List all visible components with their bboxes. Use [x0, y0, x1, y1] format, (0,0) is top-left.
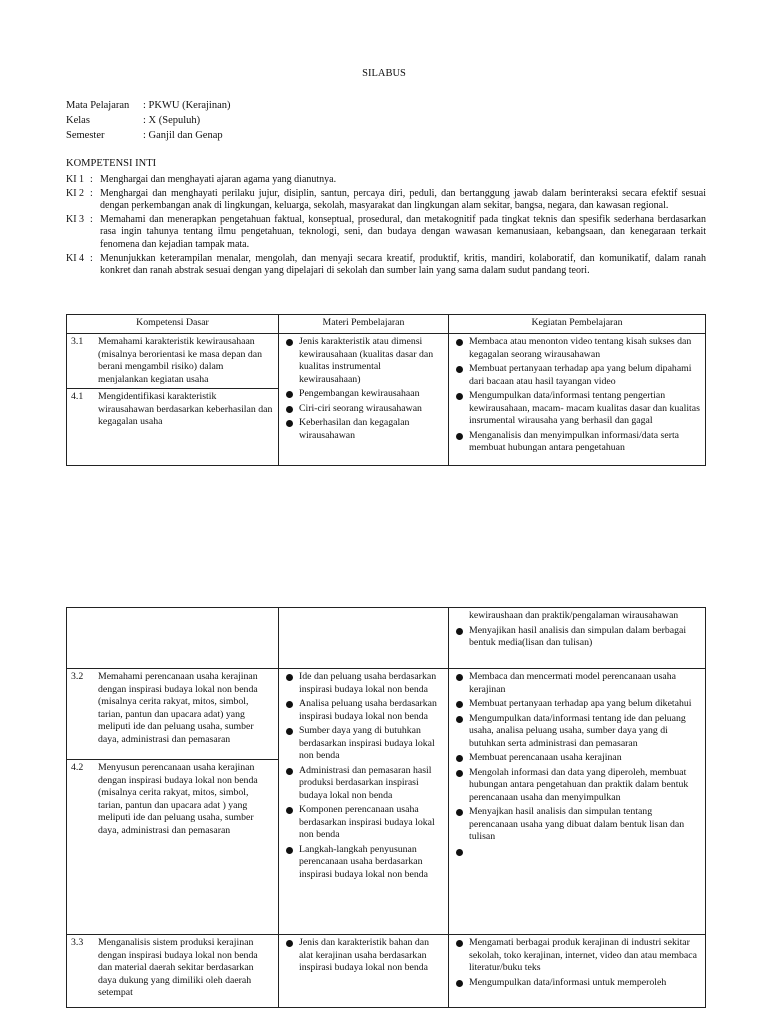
list-item: Membuat pertanyaan terhadap apa yang belum diketahui [453, 698, 701, 711]
kd-cell: 3.3 Menganalisis sistem produksi kerajinan dengan inspirasi budaya lokal non benda dan material daerah sekitar berdasarkan daya dukung yang dimiliki oleh daerah setempat [67, 935, 279, 1008]
list-item: Ide dan peluang usaha berdasarkan inspirasi budaya lokal non benda [283, 671, 444, 696]
ki-item: KI 4 : Menunjukkan keterampilan menalar, mengolah, dan menyaji secara kreatif, produktif, kritis, mandiri, kolaboratif, dan komunikatif, dalam ranah konkret dan ranah abstrak sesuai dengan yang dipelajari di sekolah dan sumber lain yang sama dalam sudut pandang teori. [66, 252, 706, 277]
list-item: Analisa peluang usaha berdasarkan inspirasi budaya lokal non benda [283, 698, 444, 723]
list-item: Langkah-langkah penyusunan perencanaan usaha berdasarkan inspirasi budaya lokal non benda [283, 844, 444, 882]
list-item: Mengamati berbagai produk kerajinan di industri sekitar sekolah, toko kerajinan, internet, video dan atau membaca literatur/buku teks [453, 937, 701, 975]
list-item: Membuat pertanyaan terhadap apa yang belum dipahami dari bacaan atau hasil tayangan video [453, 363, 701, 388]
list-item: Jenis karakteristik atau dimensi kewirausahaan (kualitas dasar dan kualitas instrumental kewirausahaan) [283, 336, 444, 386]
syllabus-table-2 [66, 607, 706, 1008]
kegiatan-cell [449, 935, 706, 1008]
header-materi: Materi Pembelajaran [279, 315, 449, 334]
list-item: kewiraushaan dan praktik/pengalaman wirausahawan [469, 610, 679, 621]
list-item: Sumber daya yang di butuhkan berdasarkan inspirasi budaya lokal non benda [283, 725, 444, 763]
list-item: Menyajkan hasil analisis dan simpulan tentang perencanaan usaha yang dibuat dalam bentuk lisan dan tulisan [453, 806, 701, 844]
list-item: Mengumpulkan data/informasi tentang pengertian kewirausahaan, macam- macam kualitas dasar dan kualitas insrumental wirausaha yang berhasil dan gagal [453, 390, 701, 428]
meta-semester: Semester : Ganjil dan Genap [66, 130, 223, 141]
ki-item: KI 1 : Menghargai dan menghayati ajaran agama yang dianutnya. [66, 174, 337, 185]
ki-list [66, 174, 706, 279]
list-item: Menganalisis dan menyimpulkan informasi/data serta membuat hubungan antara pengetahuan [453, 430, 701, 455]
kd-cell: 4.2 Menyusun perencanaan usaha kerajinan dengan inspirasi budaya lokal non benda (misalnya cerita rakyat, mitos, simbol, tarian, pantun dan upacara adat ) yang meliputi ide dan peluang usaha, sumber daya, administrasi dan pemasaran [67, 760, 279, 935]
materi-cell-empty [279, 608, 449, 669]
kegiatan-cell [449, 669, 706, 935]
kegiatan-cell [449, 608, 706, 669]
materi-cell [279, 334, 449, 466]
kd-cell: 4.1 Mengidentifikasi karakteristik wirausahawan berdasarkan keberhasilan dan kegagalan usaha [67, 389, 279, 466]
list-item: Komponen perencanaan usaha berdasarkan inspirasi budaya lokal non benda [283, 804, 444, 842]
kd-cell-empty [67, 608, 279, 669]
kd-cell: 3.2 Memahami perencanaan usaha kerajinan dengan inspirasi budaya lokal non benda (misalnya cerita rakyat, mitos, simbol, tarian, pantun dan upacara adat) yang meliputi ide dan peluang usaha, sumber daya, administrasi dan pemasaran [67, 669, 279, 760]
materi-cell [279, 935, 449, 1008]
ki-item: KI 3 : Memahami dan menerapkan pengetahuan faktual, konseptual, prosedural, dan metakognitif pada tingkat teknis dan spesifik sederhana berdasarkan rasa ingin tahunya tentang ilmu pengetahuan, teknologi, seni, dan budaya dengan wawasan kemanusiaan, kebangsaan, dan kenegaraan terkait fenomena dan kejadian tampak mata. [66, 213, 706, 250]
ki-heading: KOMPETENSI INTI [66, 158, 157, 169]
list-item: Mengumpulkan data/informasi tentang ide dan peluang usaha, analisa peluang usaha, sumber daya yang di butuhkan serta administrasi dan pemasaran [453, 713, 701, 751]
syllabus-table-1 [66, 314, 706, 466]
list-item: Mengumpulkan data/informasi untuk memperoleh [453, 977, 701, 990]
list-item: Keberhasilan dan kegagalan wirausahawan [283, 417, 444, 442]
meta-subject: Mata Pelajaran : PKWU (Kerajinan) [66, 100, 231, 111]
kd-cell: 3.1 Memahami karakteristik kewirausahaan (misalnya berorientasi ke masa depan dan berani mengambil risiko) dalam menjalankan kegiatan usaha [67, 334, 279, 389]
list-item: Membaca dan mencermati model perencanaan usaha kerajinan [453, 671, 701, 696]
ki-item: KI 2 : Menghargai dan menghayati perilaku jujur, disiplin, santun, percaya diri, peduli, dan bertanggung jawab dalam berinteraksi secara efektif sesuai dengan perkembangan anak di lingkungan, keluarga, sekolah, masyarakat dan lingkungan alam sekitar, bangsa, negara, dan kawasan regional. [66, 187, 706, 212]
list-item: Membuat perencanaan usaha kerajinan [453, 752, 701, 765]
header-kegiatan: Kegiatan Pembelajaran [449, 315, 706, 334]
list-item [453, 846, 701, 859]
kegiatan-cell [449, 334, 706, 466]
list-item: Mengolah informasi dan data yang diperoleh, membuat hubungan antara pengetahuan dan praktik dalam bentuk perencanaan usaha dan menyimpulkan [453, 767, 701, 805]
list-item: Membaca atau menonton video tentang kisah sukses dan kegagalan seorang wirausahawan [453, 336, 701, 361]
meta-class: Kelas : X (Sepuluh) [66, 115, 201, 126]
list-item: Menyajikan hasil analisis dan simpulan dalam berbagai bentuk media(lisan dan tulisan) [453, 625, 701, 650]
list-item: Jenis dan karakteristik bahan dan alat kerajinan usaha berdasarkan inspirasi budaya lokal non benda [283, 937, 444, 975]
header-kompetensi-dasar: Kompetensi Dasar [67, 315, 279, 334]
subject-meta [66, 98, 230, 143]
document-title: SILABUS [362, 68, 406, 79]
list-item: Administrasi dan pemasaran hasil produksi berdasarkan inspirasi budaya lokal non benda [283, 765, 444, 803]
list-item: Pengembangan kewirausahaan [283, 388, 444, 401]
materi-cell [279, 669, 449, 935]
list-item: Ciri-ciri seorang wirausahawan [283, 403, 444, 416]
